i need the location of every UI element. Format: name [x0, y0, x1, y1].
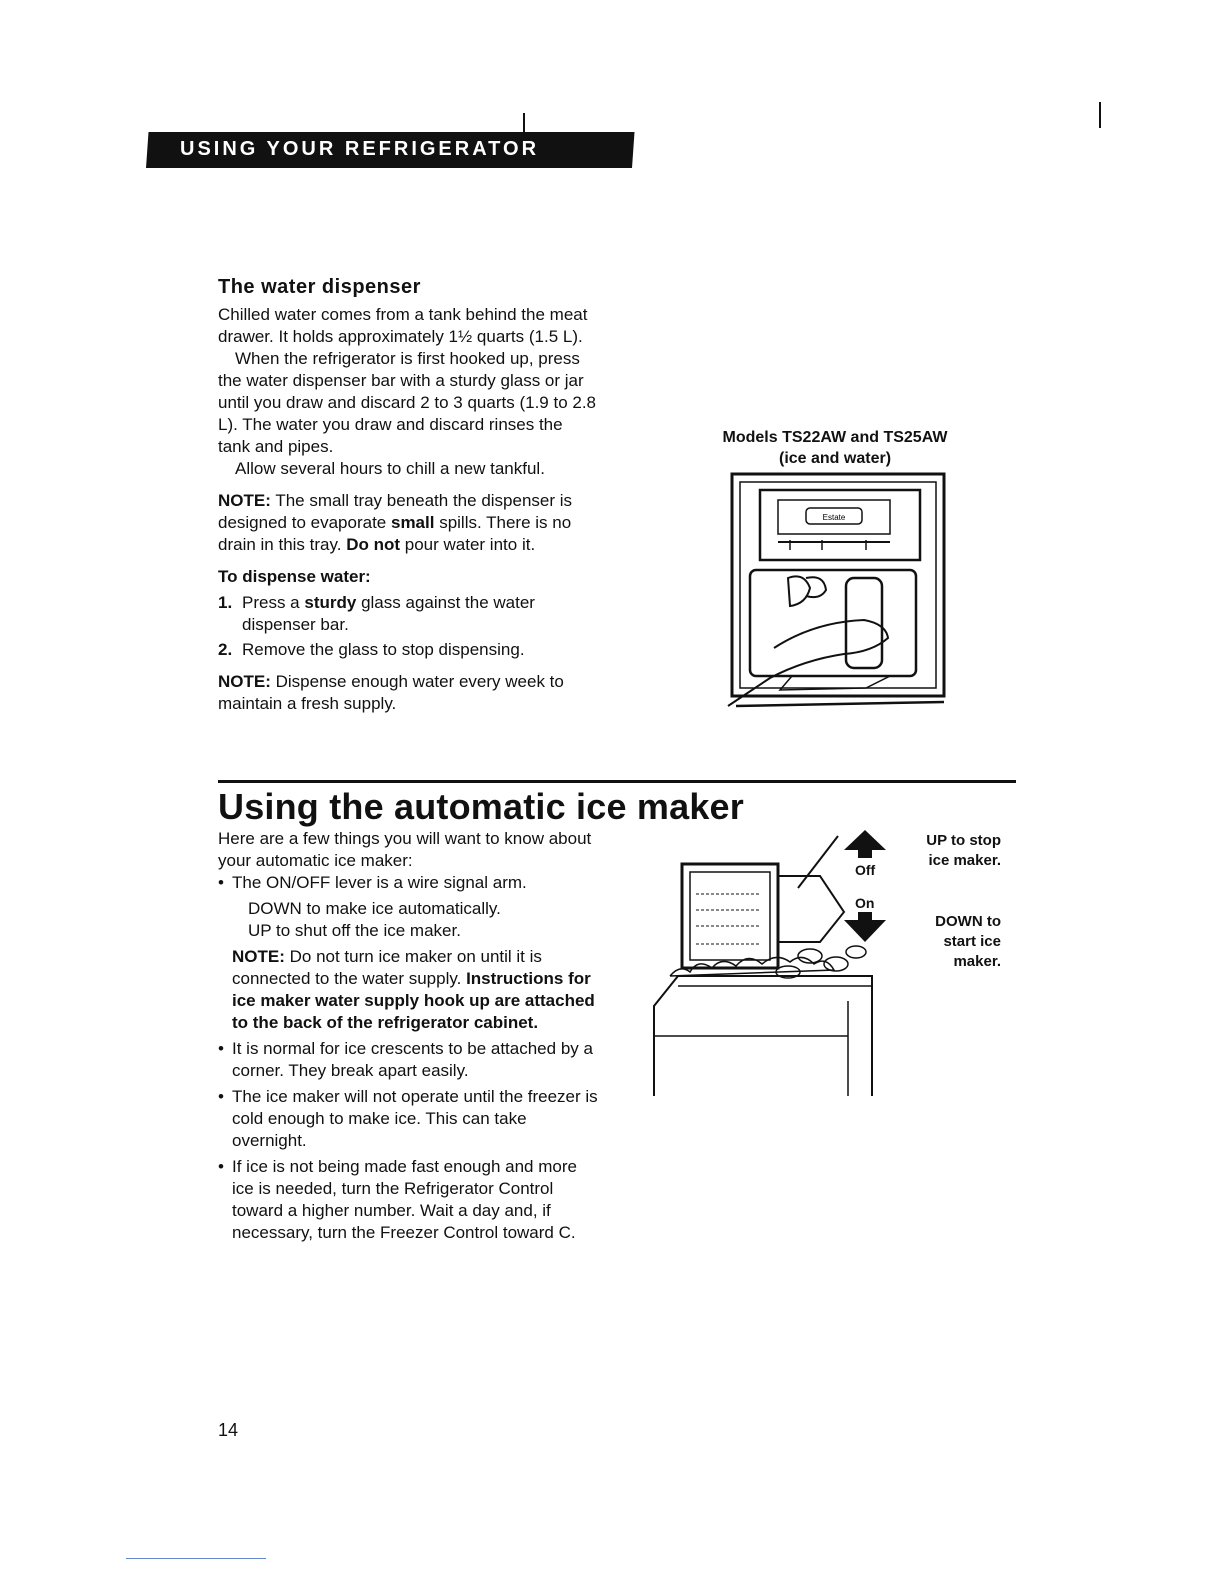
- up-arrow-icon: [844, 830, 886, 850]
- note-text: pour water into it.: [404, 535, 536, 554]
- footer-rule: [126, 1558, 266, 1559]
- water-paragraph-1: Chilled water comes from a tank behind the meat drawer. It holds approximately 1½ quarts (1.5 L).: [218, 305, 588, 346]
- side-note-down: DOWN to start ice maker.: [935, 913, 1001, 970]
- section-title: USING YOUR REFRIGERATOR: [180, 138, 540, 160]
- ice-maker-section: [218, 828, 598, 1244]
- ice-down-line: DOWN to make ice automatically.: [248, 899, 501, 918]
- section-divider: [218, 780, 1016, 783]
- water-dispenser-section: [218, 276, 598, 715]
- note-text: Do not turn ice maker on until it is connected to the water supply.: [232, 947, 542, 988]
- step-1: [218, 592, 598, 636]
- dispenser-brand: Estate: [822, 513, 846, 522]
- crop-mark: [523, 113, 525, 133]
- note-label: NOTE:: [218, 672, 271, 691]
- step-number: 2.: [218, 640, 233, 659]
- caption-line: (ice and water): [778, 450, 892, 467]
- step-text: Press a sturdy glass against the water dispenser bar.: [242, 593, 535, 634]
- water-paragraph-3: Allow several hours to chill a new tankful.: [235, 459, 545, 478]
- ice-bullet: • It is normal for ice crescents to be attached by a corner. They break apart easily.: [218, 1039, 593, 1080]
- note-label: NOTE:: [218, 491, 271, 510]
- note-text: The small tray beneath the dispenser is designed to evaporate: [218, 491, 573, 532]
- note-text: spills. There is no drain in this tray.: [218, 513, 572, 554]
- ice-up-line: UP to shut off the ice maker.: [248, 921, 461, 940]
- ice-maker-heading: Using the automatic ice maker: [218, 786, 744, 827]
- ice-bullet-lever: • The ON/OFF lever is a wire signal arm.: [218, 873, 527, 892]
- side-note-up: UP to stop ice maker.: [926, 832, 1001, 869]
- note-emphasis: small: [390, 513, 435, 532]
- dispenser-figure-caption: [690, 427, 980, 469]
- dispense-steps-title: To dispense water:: [218, 567, 371, 586]
- note-emphasis: Do not: [346, 535, 401, 554]
- off-label: Off: [855, 862, 876, 878]
- note-text: Dispense enough water every week to maintain a fresh supply.: [218, 672, 564, 713]
- ice-bullet: • The ice maker will not operate until the freezer is cold enough to make ice. This can take overnight.: [218, 1087, 598, 1150]
- caption-line: Models TS22AW and TS25AW: [722, 429, 948, 446]
- ice-maker-illustration: [648, 826, 918, 1102]
- crop-mark: [1099, 102, 1101, 128]
- step-2: [218, 639, 598, 661]
- on-label: On: [855, 895, 875, 911]
- water-paragraph-2: When the refrigerator is first hooked up, press the water dispenser bar with a sturdy glass or jar until you draw and discard 2 to 3 quarts (1.9 to 2.8 L). The water you draw and discard rinses the tank and pipes.: [218, 349, 597, 456]
- down-arrow-icon: [844, 920, 886, 942]
- water-dispenser-heading: The water dispenser: [218, 276, 421, 298]
- water-note-1: [218, 490, 598, 556]
- ice-intro: Here are a few things you will want to know about your automatic ice maker:: [218, 829, 592, 870]
- ice-note: [218, 946, 598, 1034]
- note-emphasis: Instructions for ice maker water supply hook up are attached to the back of the refrigerator cabinet.: [232, 969, 595, 1032]
- ice-bullet: • If ice is not being made fast enough and more ice is needed, turn the Refrigerator Control toward a higher number. Wait a day and, if necessary, turn the Freezer Control toward C.: [218, 1157, 577, 1242]
- step-number: 1.: [218, 593, 233, 612]
- water-dispenser-illustration: [710, 466, 960, 722]
- note-label: NOTE:: [232, 947, 285, 966]
- page-number: 14: [218, 1420, 239, 1440]
- step-text: Remove the glass to stop dispensing.: [242, 640, 525, 659]
- water-note-2: [218, 671, 598, 715]
